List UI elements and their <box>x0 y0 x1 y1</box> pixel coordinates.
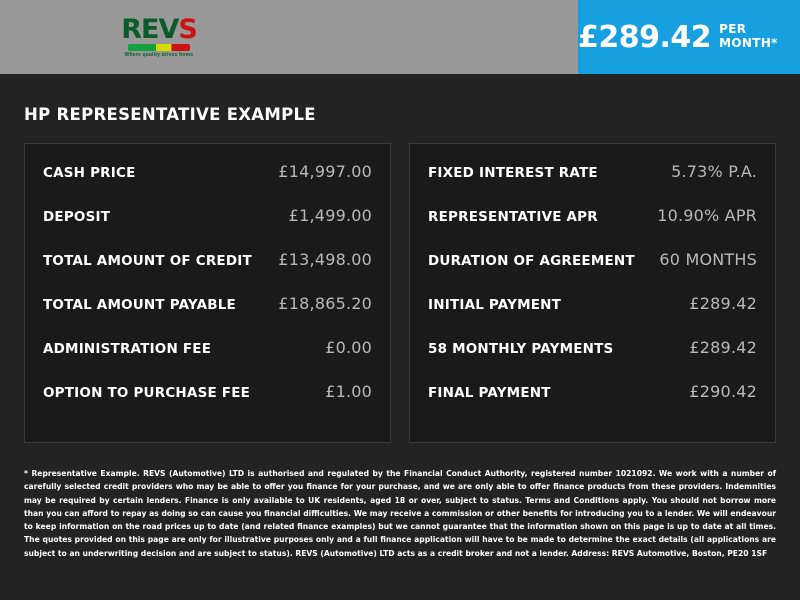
row-value: £13,498.00 <box>278 250 372 269</box>
logo-word-main: REV <box>121 14 179 45</box>
monthly-price-value: £289.42 <box>578 19 712 55</box>
table-row <box>43 162 372 206</box>
header-logo-area <box>0 0 578 74</box>
row-label: TOTAL AMOUNT OF CREDIT <box>43 253 252 269</box>
row-label: CASH PRICE <box>43 165 136 181</box>
table-row <box>428 206 757 250</box>
right-details-panel <box>409 143 776 443</box>
row-value: 5.73% P.A. <box>671 162 757 181</box>
table-row <box>428 338 757 382</box>
logo-wordmark <box>121 16 197 43</box>
row-label: DEPOSIT <box>43 209 111 225</box>
row-label: REPRESENTATIVE APR <box>428 209 598 225</box>
logo-word-accent: S <box>178 14 197 45</box>
row-value: £18,865.20 <box>278 294 372 313</box>
row-value: £290.42 <box>689 382 757 401</box>
table-row <box>428 162 757 206</box>
table-row <box>43 206 372 250</box>
row-label: FIXED INTEREST RATE <box>428 165 598 181</box>
row-label: INITIAL PAYMENT <box>428 297 562 313</box>
row-value: £289.42 <box>689 338 757 357</box>
row-label: ADMINISTRATION FEE <box>43 341 212 357</box>
page-header <box>0 0 800 74</box>
row-value: £0.00 <box>325 338 372 357</box>
table-row <box>43 294 372 338</box>
row-label: OPTION TO PURCHASE FEE <box>43 385 251 401</box>
table-row <box>43 338 372 382</box>
row-label: TOTAL AMOUNT PAYABLE <box>43 297 236 313</box>
revs-logo <box>121 16 197 58</box>
row-label: FINAL PAYMENT <box>428 385 551 401</box>
row-value: £1,499.00 <box>288 206 372 225</box>
row-value: £14,997.00 <box>278 162 372 181</box>
monthly-price-banner <box>578 0 800 74</box>
table-row <box>428 382 757 426</box>
row-value: 60 MONTHS <box>659 250 757 269</box>
table-row <box>428 294 757 338</box>
representative-example-disclaimer: * Representative Example. REVS (Automotive) LTD is authorised and regulated by the Financial Conduct Authority, registered number 1021092. We work with a number of carefully selected credit providers who may be able to offer you finance for your purchase, and we are only able to offer finance products from these providers. Indemnities may be required by certain lenders. Finance is only available to UK residents, aged 18 or over, subject to status. Terms and Conditions apply. You should not borrow more than you can afford to repay as doing so can cause you financial difficulties. We may receive a commission or other benefits for introducing you to a lender. We will endeavour to keep information on the road prices up to date (and related finance examples) but we cannot guarantee that the information shown on this page is up to date at all times. The quotes provided on this page are only for illustrative purposes only and a full finance application will have to be made to determine the exact details (all applications are subject to an underwriting decision and are subject to status). REVS (Automotive) LTD acts as a credit broker and not a lender. Address: REVS Automotive, Boston, PE20 1SF <box>24 469 776 558</box>
table-row <box>43 382 372 426</box>
table-row <box>43 250 372 294</box>
finance-details-panels <box>24 143 776 443</box>
table-row <box>428 250 757 294</box>
row-label: 58 MONTHLY PAYMENTS <box>428 341 614 357</box>
page-title: HP REPRESENTATIVE EXAMPLE <box>24 105 316 124</box>
row-value: 10.90% APR <box>657 206 757 225</box>
row-value: £289.42 <box>689 294 757 313</box>
monthly-price-suffix: PER MONTH* <box>719 21 778 50</box>
logo-swoosh-icon <box>128 44 190 51</box>
row-value: £1.00 <box>325 382 372 401</box>
logo-tagline: Where quality drives home <box>124 52 194 58</box>
left-details-panel <box>24 143 391 443</box>
row-label: DURATION OF AGREEMENT <box>428 253 635 269</box>
